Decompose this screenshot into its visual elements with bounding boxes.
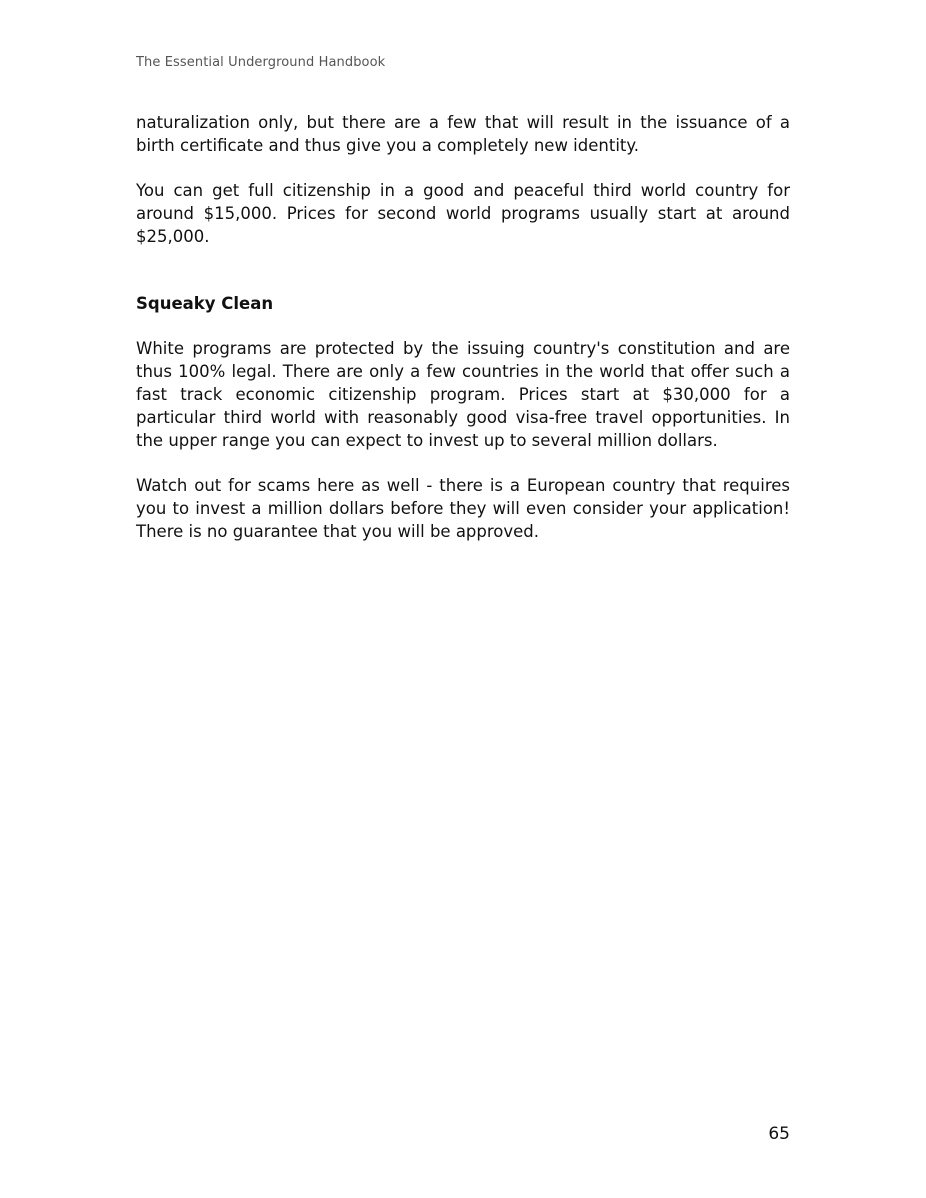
page-body <box>136 111 790 543</box>
paragraph-continuation: naturalization only, but there are a few that will result in the issuance of a birth certificate and thus give you a completely new identity. <box>136 113 790 155</box>
running-header: The Essential Underground Handbook <box>136 55 386 70</box>
page-number: 65 <box>768 1124 790 1144</box>
paragraph-scams-warning: Watch out for scams here as well - there is a European country that requires you to invest a million dollars before they will even consider your application! There is no guarantee that you will be approved. <box>136 476 790 541</box>
section-heading: Squeaky Clean <box>136 294 274 313</box>
paragraph-third-world-prices: You can get full citizenship in a good and peaceful third world country for around $15,000. Prices for second world programs usually start at around $25,000. <box>136 181 790 246</box>
paragraph-white-programs: White programs are protected by the issuing country's constitution and are thus 100% legal. There are only a few countries in the world that offer such a fast track economic citizenship program. Prices start at $30,000 for a particular third world with reasonably good visa-free travel opportunities. In the upper range you can expect to invest up to several million dollars. <box>136 339 790 450</box>
